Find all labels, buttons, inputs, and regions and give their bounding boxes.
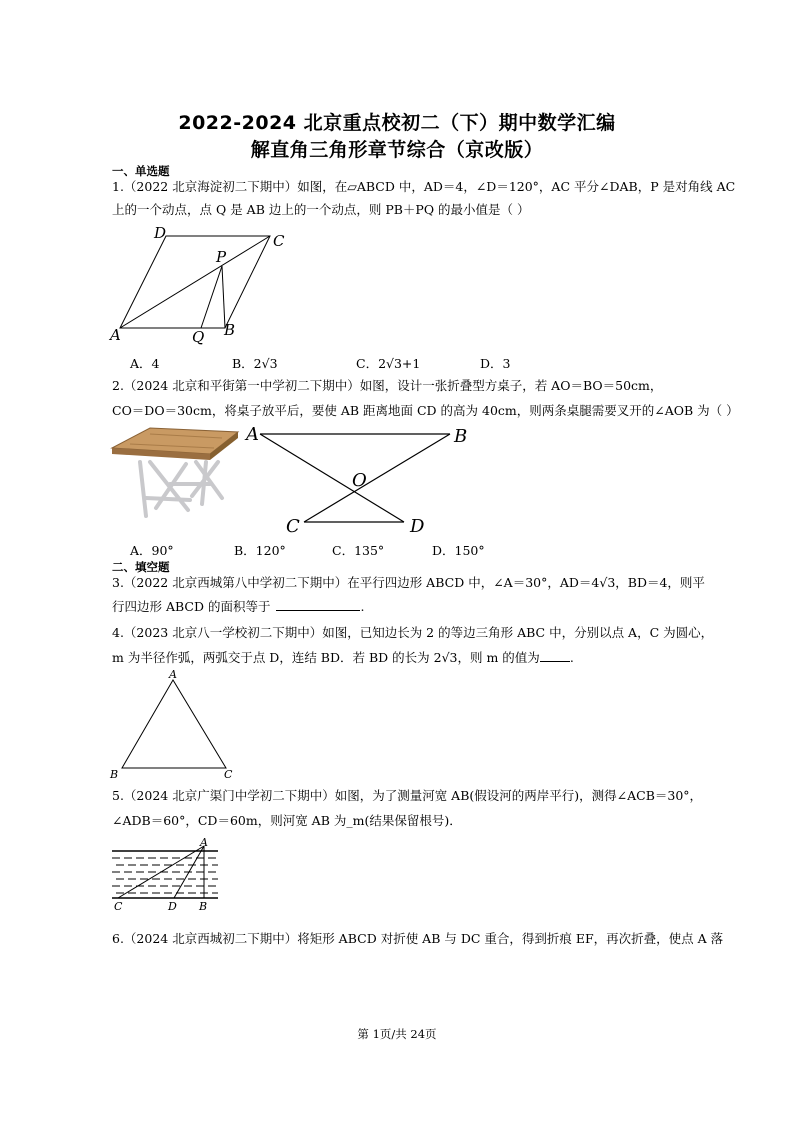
q2-folding-table-photo <box>110 424 240 524</box>
q2-text-line2: CO＝DO＝30cm，将桌子放平后，要使 AB 距离地面 CD 的高为 40cm，则两条桌腿需要叉开的∠AOB 为（ ） <box>112 403 739 418</box>
section-single-choice: 一、单选题 <box>112 164 170 178</box>
q1-label-d: D <box>154 224 167 242</box>
q3-text-line1: 3.（2022 北京西城第八中学初二下期中）在平行四边形 ABCD 中，∠A＝30°，AD＝4√3，BD＝4，则平 <box>112 575 705 590</box>
section-fill-blank: 二、填空题 <box>112 560 170 574</box>
page-number: 第 1页/共 24页 <box>357 1027 437 1041</box>
q1-label-c: C <box>273 232 285 250</box>
q4-triangle-abc <box>122 680 226 768</box>
q5-water-lines <box>112 858 218 893</box>
q4-label-a: A <box>169 668 177 681</box>
q2-segment-bc <box>304 434 450 522</box>
q3-text-line2-wrap <box>112 598 364 615</box>
q1-text-line1: 1.（2022 北京海淀初二下期中）如图，在▱ABCD 中，AD＝4，∠D＝120°，AC 平分∠DAB，P 是对角线 AC <box>112 179 736 194</box>
q2-option-d: D．150° <box>432 543 485 558</box>
q4-label-c: C <box>224 768 233 781</box>
q1-segment-pq <box>201 266 222 328</box>
q4-text-line1: 4.（2023 北京八一学校初二下期中）如图，已知边长为 2 的等边三角形 ABC 中，分别以点 A，C 为圆心， <box>112 625 714 640</box>
q4-answer-blank[interactable] <box>540 649 570 662</box>
q2-label-b: B <box>454 426 468 447</box>
q5-label-b: B <box>199 900 208 913</box>
q1-option-c: C．2√3+1 <box>356 356 421 371</box>
q2-label-o: O <box>352 470 367 491</box>
q1-text-line2: 上的一个动点，点 Q 是 AB 边上的一个动点，则 PB＋PQ 的最小值是（ ） <box>112 202 530 217</box>
q1-label-a: A <box>110 326 121 344</box>
q5-figure-river <box>108 834 222 914</box>
q5-label-a: A <box>200 836 208 849</box>
page-title: 2022-2024 北京重点校初二（下）期中数学汇编 <box>178 112 616 134</box>
q5-label-c: C <box>114 900 123 913</box>
q5-label-d: D <box>168 900 177 913</box>
q1-option-d: D．3 <box>480 356 511 371</box>
q1-label-p: P <box>216 248 227 266</box>
q1-label-b: B <box>224 321 236 339</box>
q2-label-a: A <box>246 424 259 445</box>
q1-option-a: A．4 <box>130 356 160 371</box>
q3-text-line2: 行四边形 ABCD 的面积等于 <box>112 599 271 614</box>
q2-segment-ad <box>260 434 404 522</box>
q3-period: . <box>360 599 365 614</box>
q1-segment-pb <box>222 266 225 328</box>
q4-label-b: B <box>110 768 119 781</box>
q2-option-b: B．120° <box>234 543 286 558</box>
q3-answer-blank[interactable] <box>276 598 360 611</box>
q1-label-q: Q <box>192 328 205 346</box>
q1-option-b: B．2√3 <box>232 356 278 371</box>
q2-table-legs <box>140 462 222 516</box>
q4-text-line2-wrap <box>112 649 574 666</box>
q4-figure-equilateral-triangle <box>108 668 238 782</box>
q6-text-line1: 6.（2024 北京西城初二下期中）将矩形 ABCD 对折使 AB 与 DC 重合，得到折痕 EF，再次折叠，使点 A 落 <box>112 931 724 946</box>
q1-figure-parallelogram <box>108 222 298 346</box>
q4-text-line2: m 为半径作弧，两弧交于点 D，连结 BD．若 BD 的长为 2√3，则 m 的值为 <box>112 650 540 665</box>
q2-label-c: C <box>286 516 300 537</box>
q2-label-d: D <box>410 516 425 537</box>
q4-period: . <box>569 650 574 665</box>
q2-option-c: C．135° <box>332 543 385 558</box>
q2-figure-crossing-legs <box>240 422 480 538</box>
q2-option-a: A．90° <box>130 543 174 558</box>
page-subtitle: 解直角三角形章节综合（京改版） <box>250 139 544 161</box>
q5-text-line1: 5.（2024 北京广渠门中学初二下期中）如图，为了测量河宽 AB(假设河的两岸平行)，测得∠ACB＝30°， <box>112 788 703 803</box>
q2-text-line1: 2.（2024 北京和平街第一中学初二下期中）如图，设计一张折叠型方桌子，若 AO＝BO＝50cm， <box>112 378 663 393</box>
q5-text-line2: ∠ADB＝60°，CD＝60m，则河宽 AB 为_m(结果保留根号)． <box>112 813 462 828</box>
